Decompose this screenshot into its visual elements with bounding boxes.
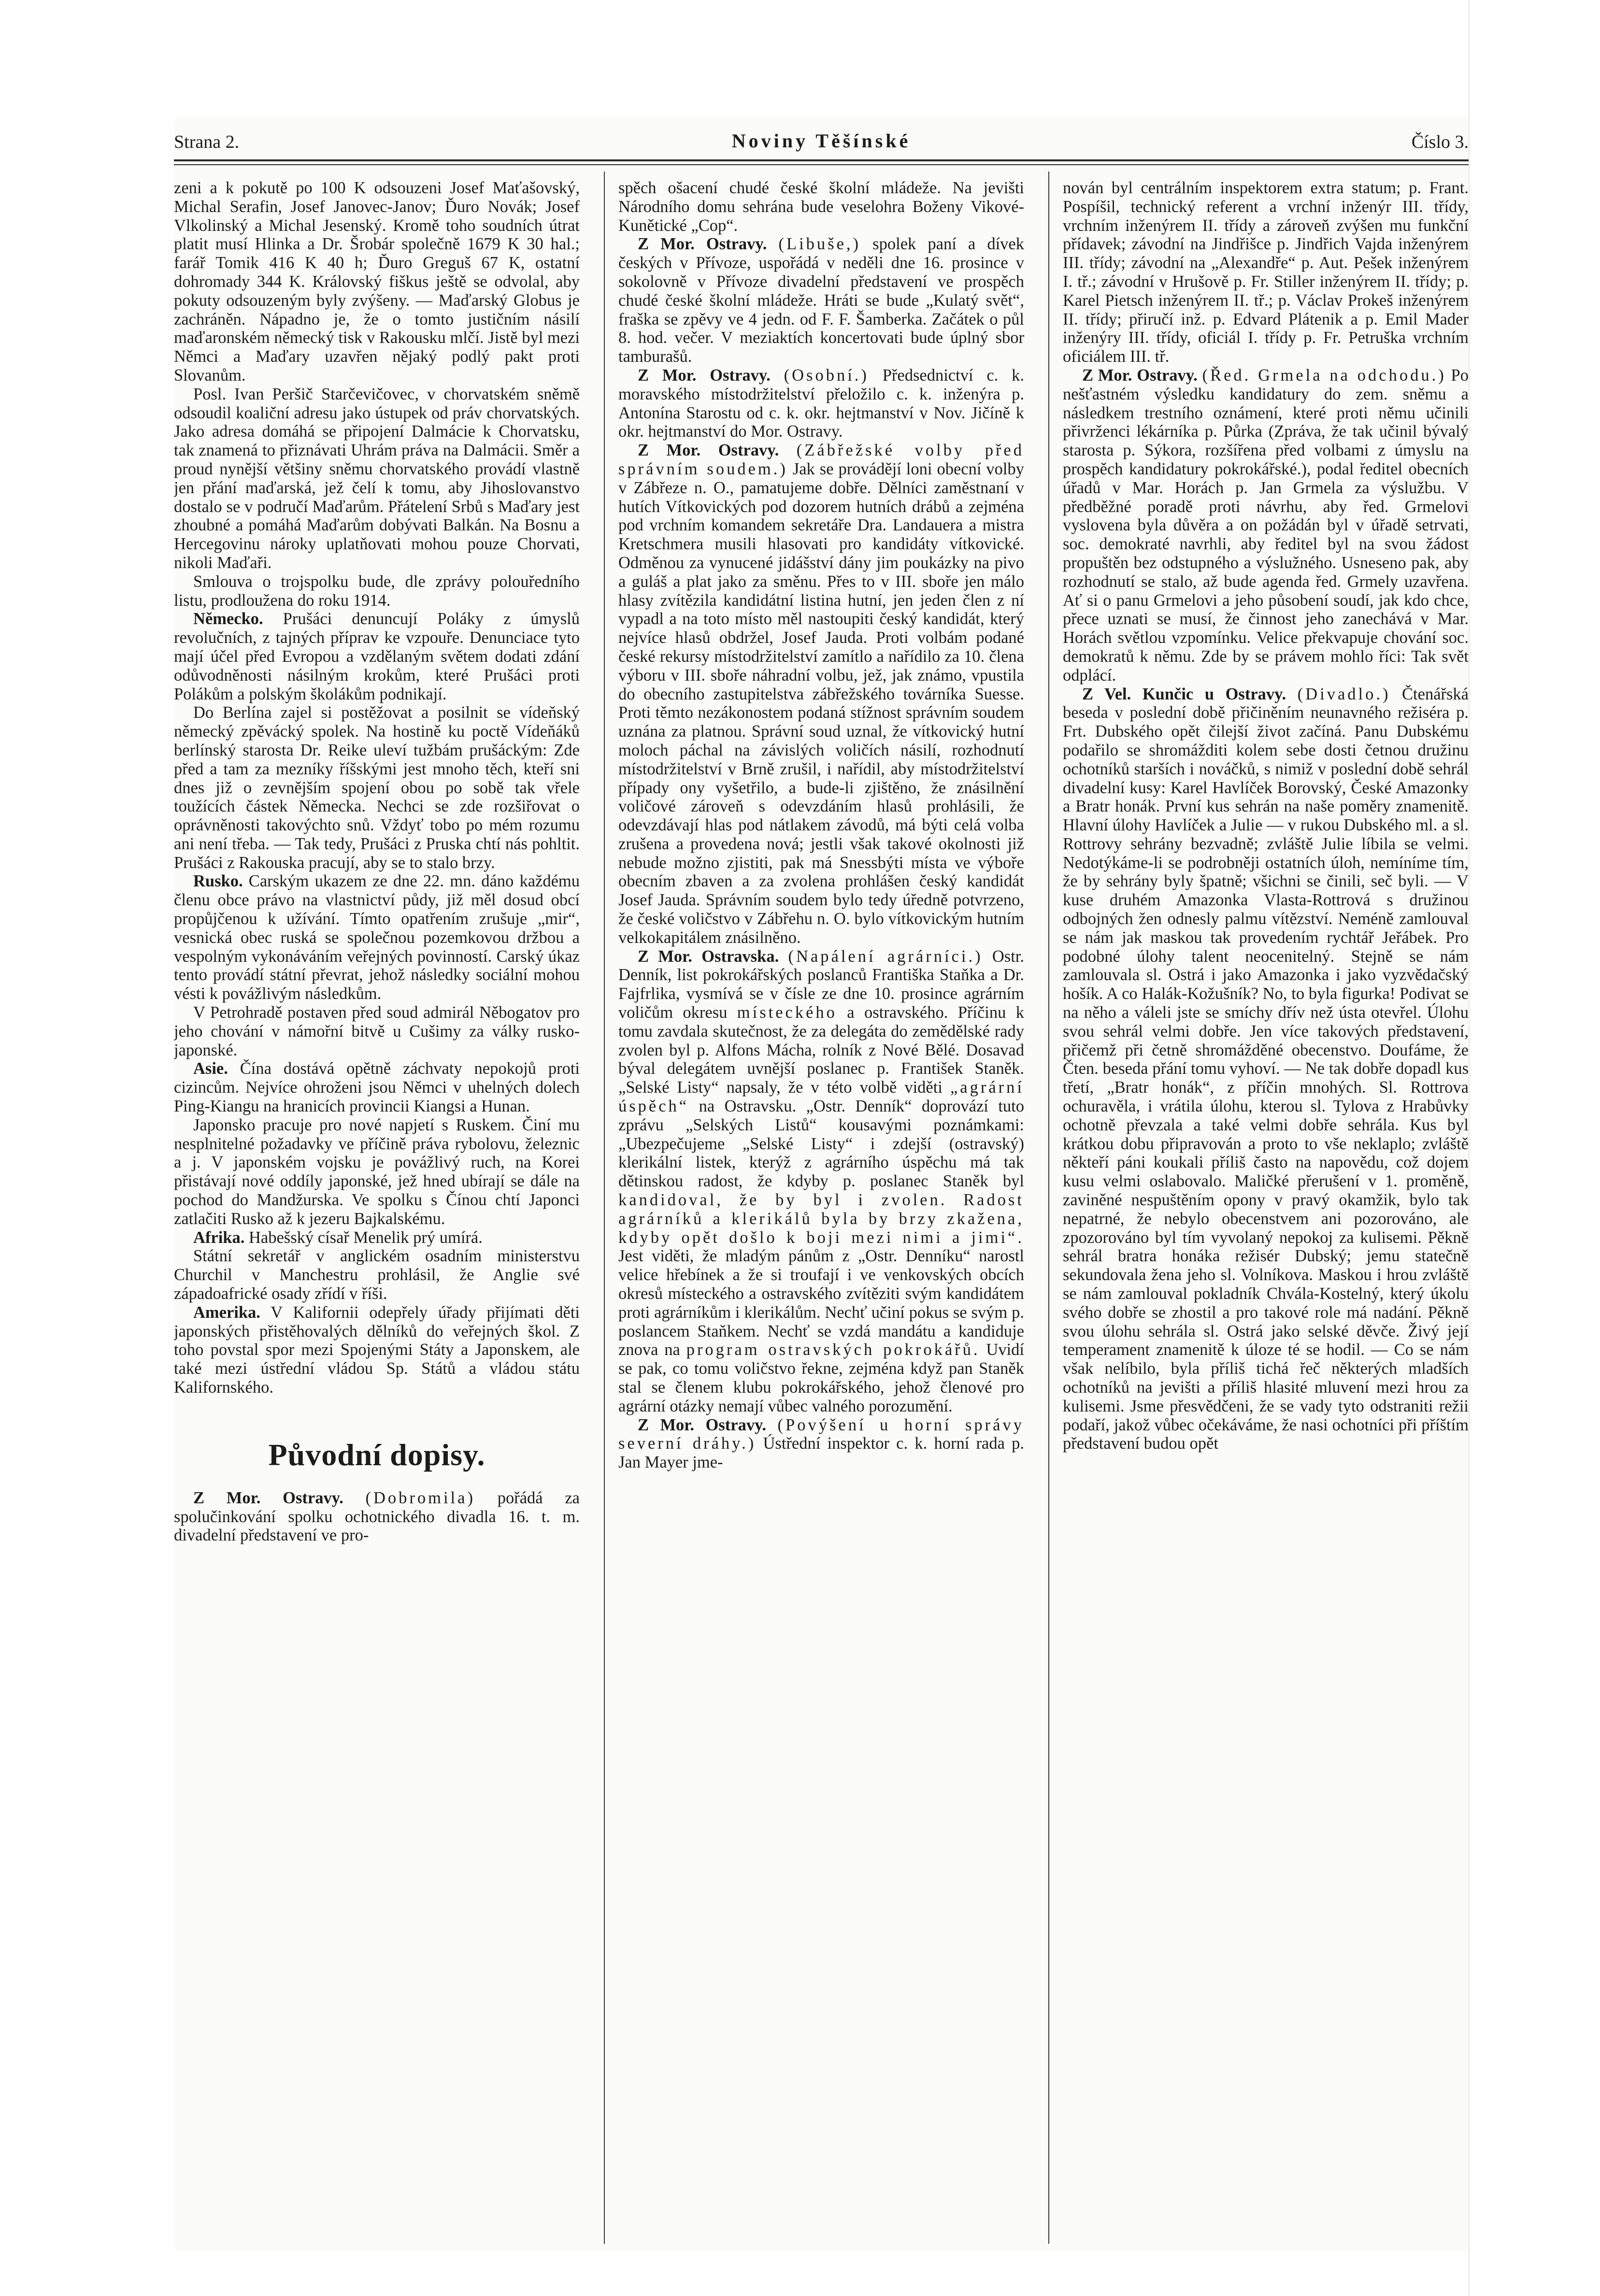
article-paragraph: [618, 947, 1024, 1416]
dateline: Z Mor. Ostravy.: [638, 441, 779, 460]
article-paragraph: [618, 235, 1024, 366]
newspaper-page: [174, 116, 1469, 2251]
paragraph-text: a ostravského. Příčinu k tomu zavdala skutečnost, že za delegáta do zemědělské rady zvolen byl p. Alfons Mácha, rolník z Nové Bělé. Dosavad býval delegátem uvnější poslanec p. František Staněk. „Selské Listy“ napsaly, že v této volbě viděti: [618, 1003, 1024, 1097]
column-2: [618, 179, 1024, 2241]
article-paragraph: [174, 1228, 580, 1247]
article-paragraph: [618, 366, 1024, 441]
article-paragraph: Do Berlína zajel si postěžovat a posilnit se vídeňský německý zpěvácký spolek. Na hostině ku poctě Vídeňáků berlínský starosta Dr. Reike uleví tužbám prušáckým: Zde před a tam za mezníky říšskými jest mnoho těch, kteří sni dnes již o zevnějším spojení obou po sobě tak vřele toužících částek Německa. Nechci se zde rozšiřovat o oprávněnosti takovýchto snů. Vždyť tobo po mém rozumu ani není třeba. — Tak tedy, Prušáci z Pruska chtí nás pohltit. Prušáci z Rakouska pracují, aby se to stalo brzy.: [174, 703, 580, 872]
paragraph-text: Ostr. Denník, list pokrokářských poslanců Františka Staňka a Dr. Fajfrlika, vysmívá se v čísle ze dne 10. prosince agrárním voličům okresu: [618, 947, 1024, 1022]
header-rule-thin: [174, 164, 1469, 165]
paragraph-text: Carským ukazem ze dne 22. mn. dáno každému členu obce právo na vlastnictví půdy, již měl dosud obcí propůjčenou k užívání. Tímto opatřením zrušuje „mir“, vesnická obec ruská se společnou pozemkovou držbou a vespolným vykonáváním veřejných povinností. Carský úkaz tento provádí státní převrat, jehož následky sociální mohou vésti k povážlivým následkům.: [174, 872, 580, 1003]
paragraph-text: spolek paní a dívek českých v Přívoze, uspořádá v neděli dne 16. prosince v sokolovně v Přívoze divadelní představení ve prospěch chudé české školní mládeže. Hráti se bude „Kulatý svět“, fraška se zpěvy ve 4 jedn. od F. F. Šamberka. Začátek o půl 8. hod. večer. V meziaktích koncertovati bude úplný sbor tamburašů.: [618, 235, 1024, 366]
topic-spaced: (Divadlo.): [1297, 685, 1391, 703]
paragraph-text: Jest viděti, že mladým pánům z „Ostr. Denníku“ narostl velice hřebínek a že si troufají i ve venkovských obcích okresů místeckého a ostravského zvítěziti svým kandidátem proti agrárníkům i klerikálům. Nechť učiní pokus se svým p. poslancem Staňkem. Nechť se vzdá mandátu a kandiduje znova na: [618, 1247, 1024, 1359]
column-1: [174, 179, 580, 2241]
page-header: [174, 126, 1469, 159]
paragraph-text: Uvidí se pak, co tomu voličstvo řekne, zejména když pan Staněk stal se členem klubu pokrokářského, jehož členové pro agrární otázky nemají vůbec valného porozumění.: [618, 1341, 1024, 1415]
country-heading: Německo.: [193, 610, 263, 628]
emphasis-spaced: „agrární úspěch“: [618, 1078, 1024, 1116]
topic-spaced: (Libuše,): [778, 235, 861, 254]
article-paragraph: nován byl centrálním inspektorem extra statum; p. Frant. Pospíšil, technický referent a vrchní inženýr III. třídy, vrchním inženýrem II. třídy a zároveň zvýšen mu funkční přídavek; závodní na Jindřišce p. Jindřich Vajda inženýrem III. třídy; závodní na „Alexandře“ p. Aut. Pešek inženýrem I. tř.; závodní v Hrušově p. Fr. Stiller inženýrem II. třídy; p. Karel Pietsch inženýrem II. tř.; p. Václav Prokeš inženýrem II. třídy; přiručí inž. p. Edvard Plátenik a p. Emil Mader inženýry III. třídy, oficiál I. třídy p. Fr. Petruška vrchním oficiálem III. tř.: [1063, 179, 1469, 366]
dateline: Z Mor. Ostravy.: [638, 366, 771, 385]
section-title: Původní dopisy.: [268, 1437, 486, 1472]
paragraph-text: Předsednictví c. k. moravského místodržitelství přeložilo c. k. inženýra p. Antonína Starostu od c. k. okr. hejtmanství v Nov. Jičíně k okr. hejtmanství do Mor. Ostravy.: [618, 366, 1024, 441]
country-heading: Amerika.: [193, 1303, 260, 1322]
paragraph-text: na Ostravsku. „Ostr. Denník“ doprovází tuto zprávu „Selských Listů“ kousavými poznámkami: „Ubezpečujeme „Selské Listy“ i zdejší (ostravský) klerikální listek, kterýž z agrárního úspěchu má tak dětinskou radost, že kdyby p. poslanec Staněk byl: [618, 1097, 1024, 1191]
article-paragraph: [618, 441, 1024, 947]
article-paragraph: spěch ošacení chudé české školní mládeže. Na jevišti Národního domu sehrána bude veselohra Boženy Vikové-Kunětické „Cop“.: [618, 179, 1024, 235]
paragraph-text: Čína dostává opětně záchvaty nepokojů proti cizincům. Nejvíce ohroženi jsou Němci v uhelných dolech Ping-Kiangu na hranicích provincii Kiangsi a Hunan.: [174, 1059, 580, 1116]
emphasis-spaced: kandidoval, že by byl i zvolen. Radost agrárníků a klerikálů byla by brzy zkažena, kdyby opět došlo k boji mezi nimi a jimi“.: [618, 1191, 1024, 1247]
country-heading: Rusko.: [193, 872, 243, 891]
emphasis-spaced: místeckého: [737, 1003, 837, 1022]
dateline: Z Mor. Ostravy.: [638, 1415, 767, 1434]
paragraph-text: Čtenářská beseda v poslední době přičiněním neunavného režiséra p. Frt. Dubského opět čilejší život začíná. Panu Dubskému podařilo se shromážditi kolem sebe dosti četnou družinu ochotníků starších i nováčků, s nimiž v poslední době sehrál divadelní kusy: Karel Havlíček Borovský, České Amazonky a Bratr honák. První kus sehrán na naše poměry znamenitě. Hlavní úlohy Havlíček a Julie — v rukou Dubského ml. a sl. Rottrovy sehrány bezvadně; zvláště Julie líbila se velmi. Nedotýkáme-li se podrobněji ostatních úloh, nemíníme tím, že by sehrány byly špatně; všichni se činili, seč byli. — V kuse druhém Amazonka Vlasta-Rottrová s družinou odbojných žen odnesly palmu vítězství. Neméně zamlouval se nám jak maskou tak provedením rychtář Jeřábek. Pro podobné úlohy talent neocenitelný. Stejně se nám zamlouvala sl. Ostrá i jako Amazonka i jako vyzvědačský hošík. A co Halák-Kožušník? No, to byla figurka! Podivat se na něho a váleli jste se smíchy dřív než ústa otevřel. Úlohu svou sehrál velmi dobře. Jen více takových představení, přičemž při četně shromážděné obecenstvo. Doufáme, že Čten. beseda přání tomu vyhoví. — Ne tak dobře dopadl kus třetí, „Bratr honák“, z příčin mnohých. Sl. Rottrova ochuravěla, i vrátila úlohu, kterou sl. Tylova z Hrabůvky ochotně převzala a také velmi dobře sehrála. Kus byl krátkou dobu připravován a proto to vše neklaplo; zvláště někteří páni koukali příliš často na napovědu, což dojem kusu velmi oslabovalo. Maličké přerušení v 1. proměně, zaviněné nespuštěním opony v pravý okamžik, bylo tak nepatrné, že nebylo obecenstvem ani pozorováno, ale zpozorováno byl tím vyvolaný nepokoj za kulisemi. Pěkně sehrál bratra honáka režisér Dubský; jemu statečně sekundovala žena jeho sl. Volníkova. Maskou i hrou zvláště se nám zamlouval pokladník Chvála-Kostelný, který úkolu svého dobře se zhostil a pro takové role má nadání. Pěkně svou úlohu sehrála sl. Ostrá jako selské děvče. Živý její temperament znamenitě k úloze té se hodil. — Co se nám však nelíbilo, byla příliš tichá řeč některých mladších ochotníků na jevišti a příliš hlasité mluvení mezi hrou za kulisemi. Jsme přesvědčeni, že se vady tyto odstraniti režii podaří, jakož vůbec očekáváme, že nasi ochotníci při příštím představení budou opět: [1063, 685, 1469, 1453]
paragraph-text: Jak se provádějí loni obecní volby v Zábřeze n. O., pamatujeme dobře. Dělníci zaměstnaní v hutích Vítkovických pod dozorem hutních drábů a zejména pod vrchním komandem sekretáře Dra. Landauera a mistra Kretschmera musili hlasovati pro kandidáty vítkovické. Odměnou za vynucené jidášství dány jim poukázky na pivo a guláš a plat jako za směnu. Přes to v III. sboře jen málo hlasy zvítězila kandidátní listina hutní, jen jeden člen z ní vypadl a na toto místo měl nastoupiti český kandidát, který nejvíce hlasů obdržel, Josef Jauda. Proti volbám podané české rekursy místodržitelství zamítlo a nařídilo za 10. člena výboru v III. sboře náhradní volbu, jež, jak známo, vpustila do obecního zastupitelstva zábřežského továrníka Suesse. Proti těmto nezákonostem podaná stížnost správním soudem uznána za platnou. Správní soud uznal, že vítkovický hutní moloch páchal na závislých voličích násilí, rozhodnutí místodržitelství v Brně zrušil, i nařídil, aby místodržitelství případy ony vyšetřilo, a bude-li zjištěno, že znásilnění voličové zároveň s odevzdáním hlasů prohlásili, že odevzdávají hlas pod nátlakem závodů, má býti celá volba zrušena a provedena nová; jestli však takové okolnosti již nebude možno zjistiti, pak má Snessbýti místa ve výboře obecním zbaven a za zvolena prohlášen český kandidát Josef Jauda. Správním soudem bylo tedy úředně potvrzeno, že české voličstvo v Zábřehu n. O. bylo vítkovickým hutním velkokapitálem znásilněno.: [618, 459, 1024, 947]
article-paragraph: Státní sekretář v anglickém osadním ministerstvu Churchil v Manchestru prohlásil, že Anglie své západoafrické osady zřídí v říši.: [174, 1247, 580, 1303]
article-paragraph: [174, 1489, 580, 1545]
dateline: Z Mor. Ostravy.: [1082, 366, 1198, 385]
paragraph-text: V Kalifornii odepřely úřady přijímati děti japonských přistěhovalých dělníků do veřejných škol. Z toho povstal spor mezi Spojenými Státy a Japonskem, ale také mezi ústřední vládou Sp. Států a vládou státu Kalifornského.: [174, 1303, 580, 1397]
scan-margin: [1469, 0, 1600, 2296]
article-paragraph: [174, 1059, 580, 1115]
column-3: [1063, 179, 1469, 2241]
paragraph-text: Habešský císař Menelik prý umírá.: [244, 1228, 483, 1247]
paragraph-text: Po nešťastném výsledku kandidatury do zem. sněmu a následkem trestního oznámení, které proti němu učinili přivrženci lékárníka p. Půrka (Zpráva, že tak učinil bývalý starosta p. Sýkora, rozšířena před volbami z úmyslu na prospěch kandidatury pokrokářské.), podal ředitel obecních úřadů v Mar. Horách p. Jan Grmela za výslužbu. V předběžné poradě proti návrhu, aby řed. Grmelovi vyslovena byla důvěra a on požádán byl v úřadě setrvati, soc. demokraté navrhli, aby ředitel byl na svou žádost propuštěn bez odstupného a výslužného. Usneseno pak, aby rozhodnutí se stalo, až bude agenda řed. Grmely uzavřena. Ať si o panu Grmelovi a jeho působení soudí, jak kdo chce, přece uznati se musí, že činnost jeho zanechává v Mar. Horách světlou vzpomínku. Velice překvapuje chování soc. demokratů k němu. Zde by se právem mohlo říci: Tak svět odplácí.: [1063, 366, 1469, 685]
country-heading: Asie.: [193, 1059, 228, 1078]
dateline: Z Mor. Ostravska.: [638, 947, 779, 966]
page-number: Strana 2.: [174, 132, 240, 152]
issue-number: Číslo 3.: [1411, 132, 1469, 152]
newspaper-title: Noviny Těšínské: [731, 130, 911, 152]
paragraph-text: Prušáci denuncují Poláky z úmyslů revolučních, z tajných příprav ke vzpouře. Denunciace tyto mají účel před Evropou a vzdělaným světem dodati zdání odůvodněnosti násilným krokům, které Prušáci proti Polákům a polským školákům podnikají.: [174, 610, 580, 703]
emphasis-spaced: program ostravských pokrokářů.: [686, 1341, 980, 1359]
article-paragraph: [174, 872, 580, 1003]
article-paragraph: [618, 1416, 1024, 1472]
article-paragraph: [1063, 366, 1469, 685]
dateline: Z Mor. Ostravy.: [193, 1488, 343, 1507]
column-divider: [1048, 171, 1049, 2244]
paragraph-text: Ústřední inspektor c. k. horní rada p. Jan Mayer jme-: [618, 1434, 1024, 1472]
topic-spaced: (Řed. Grmela na odchodu.): [1202, 366, 1446, 385]
article-paragraph: Posl. Ivan Peršič Starčevičovec, v chorvatském sněmě odsoudil koaliční adresu jako ústupek od práv chorvatských. Jako adresa domáhá se připojení Dalmácie k Chorvatsku, tak znamená to přiznávati Uhrám práva na Dalmácii. Směr a proud nynější většiny sněmu chorvatského provádí vlastně jen přání maďarská, jež čelí k tomu, aby Jihoslovanstvo dostalo se v područí Maďarům. Přátelení Srbů s Maďary jest zhoubné a pomáhá Maďarům dobývati Balkán. Na Bosnu a Hercegovinu nároky uplatňovati mohou pouze Chorvati, nikoli Maďaři.: [174, 385, 580, 572]
article-paragraph: [174, 610, 580, 703]
country-heading: Afrika.: [193, 1228, 245, 1247]
dateline: Z Mor. Ostravy.: [638, 235, 767, 254]
article-paragraph: Smlouva o trojspolku bude, dle zprávy polouředního listu, prodloužena do roku 1914.: [174, 572, 580, 610]
topic-spaced: (Osobní.): [784, 366, 869, 385]
header-rule: [174, 159, 1469, 161]
topic-spaced: (Napálení agrárníci.): [788, 947, 983, 966]
topic-spaced: (Dobromila): [365, 1488, 475, 1507]
dateline: Z Vel. Kunčic u Ostravy.: [1082, 685, 1286, 703]
article-paragraph: Japonsko pracuje pro nové napjetí s Ruskem. Činí mu nesplnitelné požadavky ve příčině práva rybolovu, železnic a j. V japonském vojsku je povážlivý ruch, na Korei přistávají nové oddíly japonské, jež hned ubírají se dále na pochod do Mandžurska. Ve spolku s Čínou chtí Japonci zatlačiti Rusko až k jezeru Bajkalskému.: [174, 1115, 580, 1228]
article-paragraph: V Petrohradě postaven před soud admirál Něbogatov pro jeho chování v námořní bitvě u Cušimy za války rusko-japonské.: [174, 1003, 580, 1059]
article-paragraph: [174, 1303, 580, 1397]
topic-spaced: (Zábřežské volby před správním soudem.): [618, 441, 1024, 478]
paragraph-text: pořádá za spolučinkování spolku ochotnického divadla 16. t. m. divadelní představení ve pro-: [174, 1488, 580, 1545]
topic-spaced: (Povýšení u horní správy severní dráhy.): [618, 1415, 1024, 1453]
article-paragraph: [1063, 685, 1469, 1454]
article-paragraph: zeni a k pokutě po 100 K odsouzeni Josef Maťašovský, Michal Serafin, Josef Janovec-Janov; Ďuro Novák; Josef Vlkolinský a Michal Jesenský. Kromě toho soudních útrat platit musí Hlinka a Dr. Šrobár společně 1679 K 30 hal.; farář Tomik 416 K 40 h; Ďuro Greguš 67 K, ostatní dohromady 344 K. Královský fiškus ještě se odvolal, aby pokuty odsouzeným byly zvýšeny. — Maďarský Globus je zachráněn. Nápadno je, že o tomto justičním násilí maďaronském německý tisk v Rakousku mlčí. Jistě byl mezi Němci a Maďary uzavřen nějaký podlý pakt proti Slovanům.: [174, 179, 580, 385]
column-divider: [604, 171, 605, 2244]
